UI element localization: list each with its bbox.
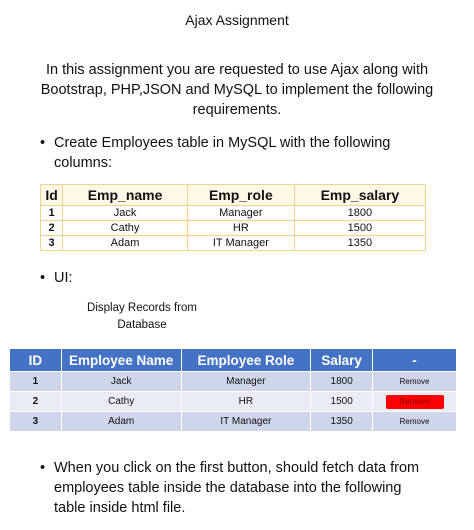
column-header-emp-name: Emp_name bbox=[63, 185, 188, 206]
cell-employee-role: IT Manager bbox=[181, 412, 311, 432]
cell-employee-name: Adam bbox=[61, 412, 181, 432]
cell-emp-salary: 1500 bbox=[294, 221, 425, 236]
bullet-ui-text: UI: bbox=[54, 270, 73, 286]
bullet-create-table bbox=[40, 133, 434, 173]
remove-button[interactable]: Remove bbox=[399, 377, 430, 386]
table-row bbox=[41, 206, 426, 221]
ui-records-table bbox=[9, 348, 457, 432]
cell-salary: 1800 bbox=[311, 372, 373, 392]
bullet-ui bbox=[40, 268, 73, 288]
bullet-dot: • bbox=[40, 135, 46, 151]
caption-line-2: Database bbox=[117, 319, 167, 331]
cell-emp-name: Cathy bbox=[63, 221, 188, 236]
cell-emp-name: Jack bbox=[63, 206, 188, 221]
employees-table-header-row bbox=[41, 185, 426, 206]
cell-id: 1 bbox=[10, 372, 62, 392]
cell-id: 3 bbox=[41, 236, 63, 251]
employees-table bbox=[40, 184, 426, 251]
ui-header-employee-role: Employee Role bbox=[181, 349, 311, 372]
cell-action bbox=[373, 372, 457, 392]
cell-id: 1 bbox=[41, 206, 63, 221]
display-records-caption bbox=[72, 300, 212, 334]
cell-emp-salary: 1800 bbox=[294, 206, 425, 221]
column-header-emp-salary: Emp_salary bbox=[294, 185, 425, 206]
cell-emp-salary: 1350 bbox=[294, 236, 425, 251]
page-title: Ajax Assignment bbox=[185, 12, 289, 28]
remove-button-highlighted[interactable]: Remove bbox=[386, 395, 444, 409]
bullet-fetch-text: When you click on the first button, should fetch data from employees table inside the database into the following table inside html file. bbox=[54, 460, 420, 516]
table-row bbox=[10, 392, 457, 412]
intro-paragraph: In this assignment you are requested to use Ajax along with Bootstrap, PHP,JSON and MySQL to implement the following requirements. bbox=[40, 62, 434, 118]
cell-emp-role: Manager bbox=[187, 206, 294, 221]
cell-emp-role: HR bbox=[187, 221, 294, 236]
cell-action bbox=[373, 392, 457, 412]
cell-employee-role: HR bbox=[181, 392, 311, 412]
cell-id: 3 bbox=[10, 412, 62, 432]
bullet-create-table-text: Create Employees table in MySQL with the following columns: bbox=[54, 135, 391, 171]
cell-employee-name: Cathy bbox=[61, 392, 181, 412]
remove-button[interactable]: Remove bbox=[399, 417, 430, 426]
cell-salary: 1350 bbox=[311, 412, 373, 432]
ui-header-employee-name: Employee Name bbox=[61, 349, 181, 372]
caption-line-1: Display Records from bbox=[87, 302, 197, 314]
cell-employee-role: Manager bbox=[181, 372, 311, 392]
ui-header-action: - bbox=[373, 349, 457, 372]
ui-header-id: ID bbox=[10, 349, 62, 372]
column-header-id: Id bbox=[41, 185, 63, 206]
cell-action bbox=[373, 412, 457, 432]
cell-employee-name: Jack bbox=[61, 372, 181, 392]
column-header-emp-role: Emp_role bbox=[187, 185, 294, 206]
ui-table-header-row bbox=[10, 349, 457, 372]
table-row bbox=[41, 236, 426, 251]
table-row bbox=[41, 221, 426, 236]
ui-header-salary: Salary bbox=[311, 349, 373, 372]
cell-id: 2 bbox=[10, 392, 62, 412]
table-row bbox=[10, 372, 457, 392]
cell-emp-name: Adam bbox=[63, 236, 188, 251]
bullet-fetch bbox=[40, 458, 434, 518]
cell-emp-role: IT Manager bbox=[187, 236, 294, 251]
table-row bbox=[10, 412, 457, 432]
cell-id: 2 bbox=[41, 221, 63, 236]
bullet-dot: • bbox=[40, 460, 46, 476]
cell-salary: 1500 bbox=[311, 392, 373, 412]
bullet-dot: • bbox=[40, 270, 46, 286]
